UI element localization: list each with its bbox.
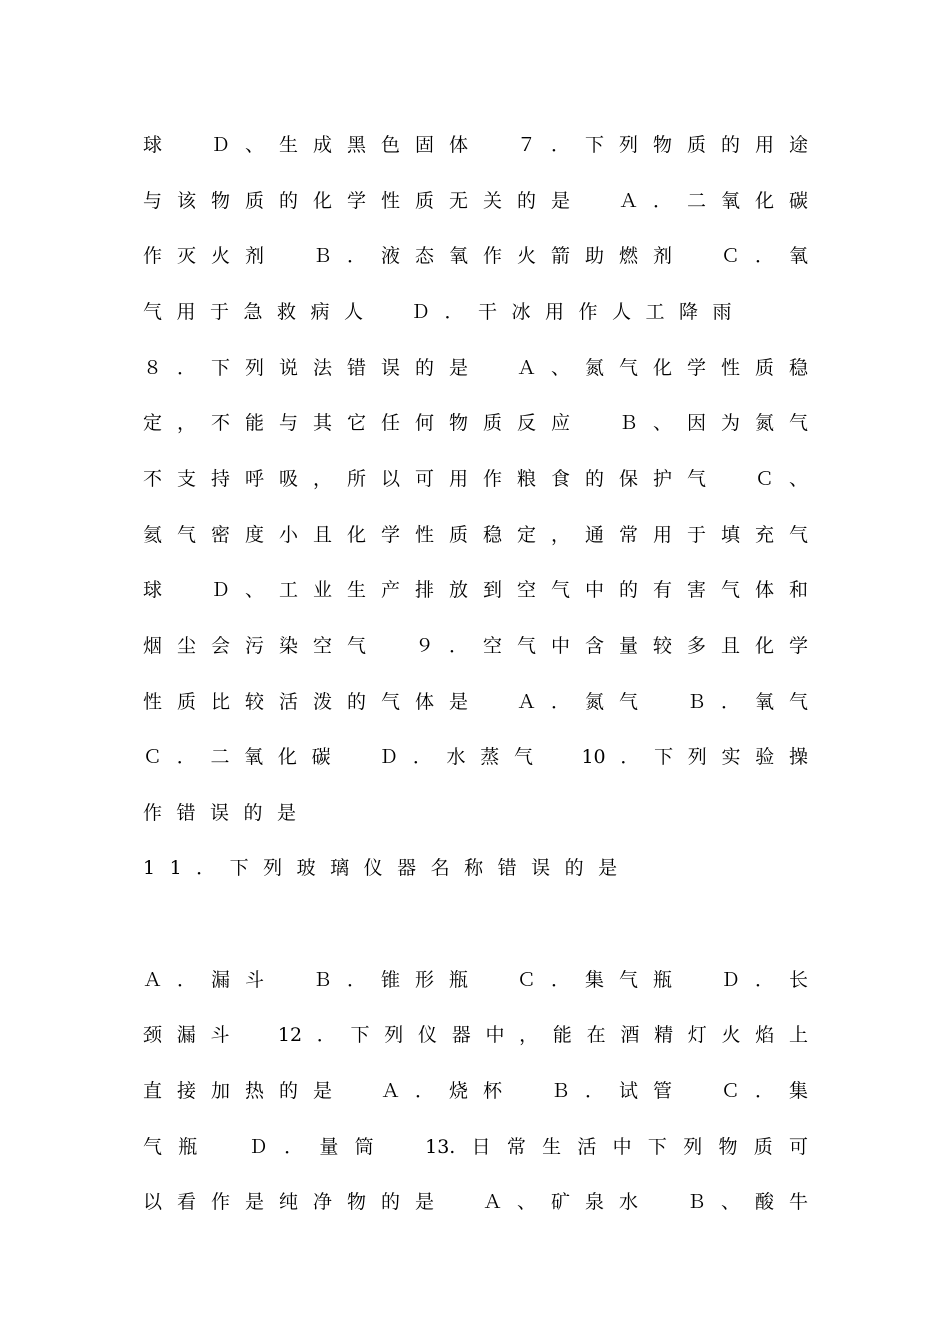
text-line: 性质比较活泼的气体是 Ａ．氮气 Ｂ．氧气 — [143, 691, 808, 713]
text-line: 颈漏斗 12．下列仪器中，能在酒精灯火焰上 — [143, 1024, 808, 1046]
text-line: 球 Ｄ、工业生产排放到空气中的有害气体和 — [143, 579, 808, 601]
text-line: 以看作是纯净物的是 Ａ、矿泉水 Ｂ、酸牛 — [143, 1191, 808, 1213]
text-line: 球 Ｄ、生成黑色固体 ７．下列物质的用途 — [143, 134, 808, 156]
text-line: 作灭火剂 Ｂ．液态氧作火箭助燃剂 Ｃ．氧 — [143, 245, 808, 267]
text-line: 与该物质的化学性质无关的是 Ａ．二氧化碳 — [143, 190, 808, 212]
text-line: 不支持呼吸，所以可用作粮食的保护气 Ｃ、 — [143, 468, 808, 490]
text-line: 气用于急救病人 Ｄ．干冰用作人工降雨 — [143, 301, 747, 323]
text-line: 作错误的是 — [143, 802, 311, 824]
text-line: Ａ．漏斗 Ｂ．锥形瓶 Ｃ．集气瓶 Ｄ．长 — [143, 969, 808, 991]
text-line: ８．下列说法错误的是 Ａ、氮气化学性质稳 — [143, 357, 808, 379]
text-line: Ｃ．二氧化碳 Ｄ．水蒸气 10．下列实验操 — [143, 746, 808, 768]
text-line: 氦气密度小且化学性质稳定，通常用于填充气 — [143, 524, 808, 546]
text-line: 11．下列玻璃仪器名称错误的是 — [143, 857, 632, 879]
text-line: 定，不能与其它任何物质反应 Ｂ、因为氮气 — [143, 412, 808, 434]
text-line: 气瓶 Ｄ．量筒 13.日常生活中下列物质可 — [143, 1136, 808, 1158]
text-line: 烟尘会污染空气 ９．空气中含量较多且化学 — [143, 635, 808, 657]
text-line: 直接加热的是 Ａ．烧杯 Ｂ．试管 Ｃ．集 — [143, 1080, 808, 1102]
